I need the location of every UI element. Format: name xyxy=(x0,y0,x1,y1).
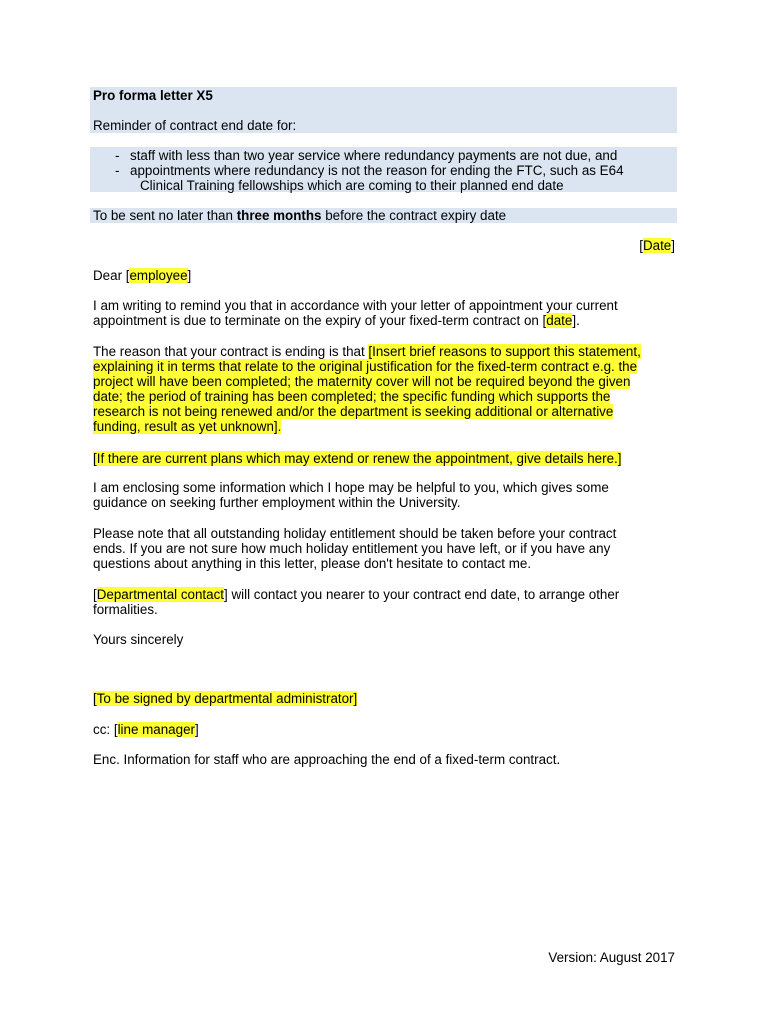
bullet-item xyxy=(115,163,675,178)
bullet-item xyxy=(115,148,675,163)
employee-placeholder: employee xyxy=(129,268,188,283)
version-footer: Version: August 2017 xyxy=(548,950,675,965)
reason-placeholder-line: research is not being renewed and/or the department is seeking additional or alternative xyxy=(93,404,614,419)
cc-line: cc: [line manager] xyxy=(93,722,199,737)
paragraph-holiday: Please note that all outstanding holiday entitlement should be taken before your contract ends. If you are not sure how much holiday entitlement you have left, or if you have any questions about anything in this letter, please don't hesitate to contact me. xyxy=(93,526,617,571)
end-date-placeholder: date xyxy=(546,313,573,328)
letter-title: Pro forma letter X5 xyxy=(93,88,213,103)
plans-placeholder: [If there are current plans which may extend or renew the appointment, give details here.] xyxy=(93,451,622,466)
send-deadline-bold: three months xyxy=(236,208,322,223)
bullet-dash: - xyxy=(115,148,120,163)
date-line: [Date] xyxy=(639,238,675,253)
bullet-continuation-text: Clinical Training fellowships which are coming to their planned end date xyxy=(140,178,564,193)
reminder-heading: Reminder of contract end date for: xyxy=(93,118,297,133)
reason-placeholder-line: [Insert brief reasons to support this statement, xyxy=(368,344,641,359)
signature-line xyxy=(93,691,357,706)
bullet-text: appointments where redundancy is not the reason for ending the FTC, such as E64 xyxy=(130,163,624,178)
paragraph-enclosing: I am enclosing some information which I hope may be helpful to you, which gives some guidance on seeking further employment within the University. xyxy=(93,480,609,510)
date-placeholder: Date xyxy=(642,238,672,253)
reason-placeholder-line: funding, result as yet unknown]. xyxy=(93,419,282,434)
salutation: Dear [employee] xyxy=(93,268,192,283)
bullet-list xyxy=(115,148,675,193)
paragraph-plans xyxy=(93,451,621,466)
closing: Yours sincerely xyxy=(93,632,184,647)
send-deadline: To be sent no later than three months before the contract expiry date xyxy=(93,208,507,223)
paragraph-reminder: I am writing to remind you that in accordance with your letter of appointment your current appointment is due to terminate on the expiry of your fixed-term contract on [date]. xyxy=(93,298,618,328)
bullet-dash: - xyxy=(115,163,120,178)
contact-placeholder: Departmental contact xyxy=(96,587,225,602)
paragraph-reason: The reason that your contract is ending is that [Insert brief reasons to support this statement, explaining it in terms that relate to the original justification for the fixed-term contract e.g. the project will have been completed; the maternity cover will not be required beyond the given date; the period of training has been completed; the specific funding which supports the research is not being renewed and/or the department is seeking additional or alternative funding, result as yet unknown]. xyxy=(93,344,641,434)
paragraph-contact: [Departmental contact] will contact you nearer to your contract end date, to arrange other formalities. xyxy=(93,587,620,617)
reason-placeholder-line: project will have been completed; the maternity cover will not be required beyond the given xyxy=(93,374,631,389)
enclosure-line: Enc. Information for staff who are approaching the end of a fixed-term contract. xyxy=(93,752,561,767)
reason-placeholder-line: date; the period of training has been completed; the specific funding which supports the xyxy=(93,389,611,404)
bullet-text: staff with less than two year service where redundancy payments are not due, and xyxy=(130,148,618,163)
line-manager-placeholder: line manager xyxy=(117,722,195,737)
bullet-continuation xyxy=(115,178,675,193)
reason-placeholder-line: explaining it in terms that relate to the original justification for the fixed-term contract e.g. the xyxy=(93,359,638,374)
signature-placeholder: [To be signed by departmental administrator] xyxy=(93,691,358,706)
